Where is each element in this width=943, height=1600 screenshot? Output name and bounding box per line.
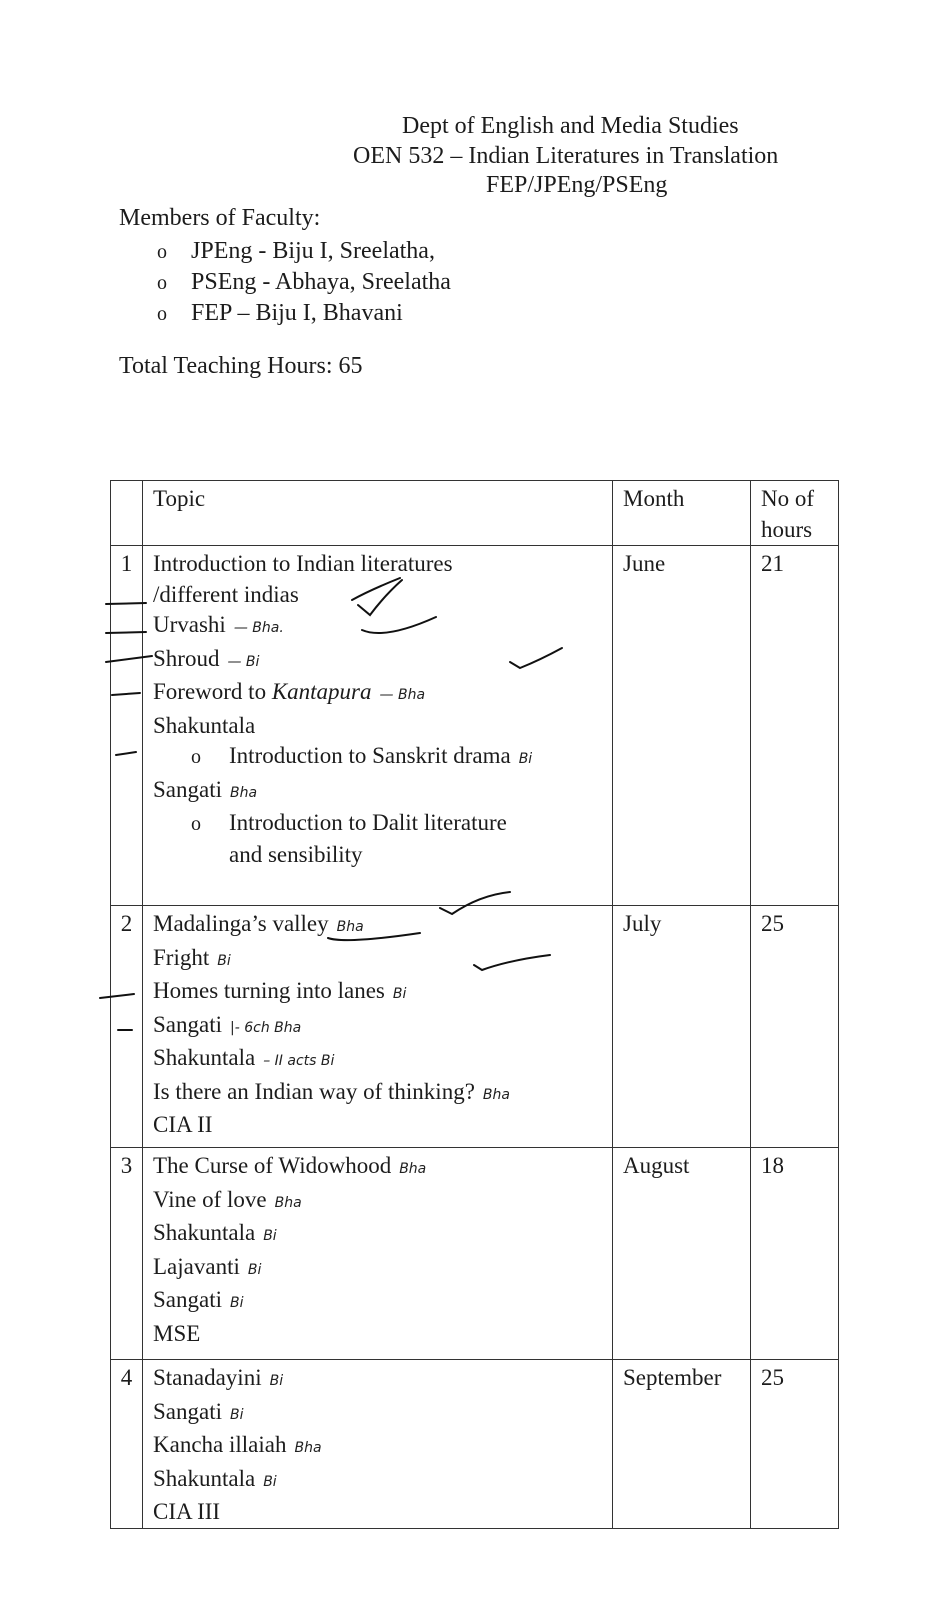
handwritten-note: Bi [217, 952, 231, 969]
programmes-line: FEP/JPEng/PSEng [486, 172, 668, 198]
topic-cell: The Curse of Widowhood Bha Vine of love Bha Shakuntala Bi Lajavanti Bi Sangati Bi MSE [143, 1148, 613, 1360]
handwritten-note: Bha [482, 1086, 510, 1103]
faculty-item: o JPEng - Biju I, Sreelatha, [157, 236, 451, 267]
bullet-icon: o [157, 272, 167, 294]
table-header-row [111, 481, 839, 546]
topic-cell: Introduction to Indian literatures /different indias Urvashi — Bha. Shroud — Bi Foreword to Kantapura — Bha Shakuntala o Introduction to Sanskrit drama Bi Sangati Bha o Introduction to Dalit literature and sensibility [143, 546, 613, 906]
header-num [111, 481, 143, 546]
row-number: 3 [111, 1148, 143, 1360]
header-topic: Topic [143, 481, 613, 546]
handwritten-note: Bha [336, 919, 364, 935]
handwritten-note: Bi [230, 1295, 244, 1311]
month-cell: August [613, 1148, 751, 1360]
handwritten-note: Bi [392, 986, 407, 1002]
table-row [111, 1360, 839, 1529]
table-row [111, 906, 839, 1148]
month-cell: September [613, 1360, 751, 1529]
faculty-heading: Members of Faculty: [119, 205, 321, 231]
handwritten-note: |- 6ch Bha [230, 1019, 302, 1036]
handwritten-note: — Bha. [233, 620, 284, 636]
bullet-icon: o [157, 303, 167, 325]
dept-title: Dept of English and Media Studies [402, 113, 739, 139]
handwritten-note: Bi [230, 1406, 244, 1423]
handwritten-note: — Bi [227, 653, 260, 670]
total-teaching-hours: Total Teaching Hours: 65 [119, 353, 363, 379]
table-row [111, 1148, 839, 1360]
hours-cell: 18 [751, 1148, 839, 1360]
topic-cell: Madalinga’s valley Bha Fright Bi Homes turning into lanes Bi Sangati |- 6ch Bha Shakuntala – II acts Bi Is there an Indian way of thinking? Bha CIA II [143, 906, 613, 1148]
table-row [111, 546, 839, 906]
hours-cell: 21 [751, 546, 839, 906]
syllabus-table [110, 480, 839, 1529]
handwritten-note: Bi [247, 1261, 262, 1278]
header-hours: No of hours [751, 481, 839, 546]
topic-cell: Stanadayini Bi Sangati Bi Kancha illaiah Bha Shakuntala Bi CIA III [143, 1360, 613, 1529]
bullet-icon: o [157, 241, 167, 263]
hours-cell: 25 [751, 906, 839, 1148]
row-number: 2 [111, 906, 143, 1148]
handwritten-note: Bha [399, 1161, 427, 1177]
hours-cell: 25 [751, 1360, 839, 1529]
handwritten-note: — Bha [379, 687, 426, 703]
course-title: OEN 532 – Indian Literatures in Translation [353, 143, 779, 169]
handwritten-note: Bha [294, 1440, 322, 1456]
header-month: Month [613, 481, 751, 546]
handwritten-note: Bi [518, 751, 533, 767]
row-number: 1 [111, 546, 143, 906]
row-number: 4 [111, 1360, 143, 1529]
handwritten-note: Bi [263, 1228, 277, 1244]
handwritten-note: Bi [263, 1473, 277, 1490]
handwritten-note: Bha [230, 784, 258, 801]
month-cell: June [613, 546, 751, 906]
faculty-item: o PSEng - Abhaya, Sreelatha [157, 267, 451, 298]
handwritten-note: Bi [269, 1373, 284, 1389]
handwritten-note: Bha [274, 1194, 302, 1211]
faculty-list [157, 236, 451, 329]
handwritten-note: – II acts Bi [263, 1053, 335, 1069]
bullet-icon: o [191, 813, 201, 835]
month-cell: July [613, 906, 751, 1148]
bullet-icon: o [191, 746, 201, 768]
faculty-item: o FEP – Biju I, Bhavani [157, 298, 451, 329]
